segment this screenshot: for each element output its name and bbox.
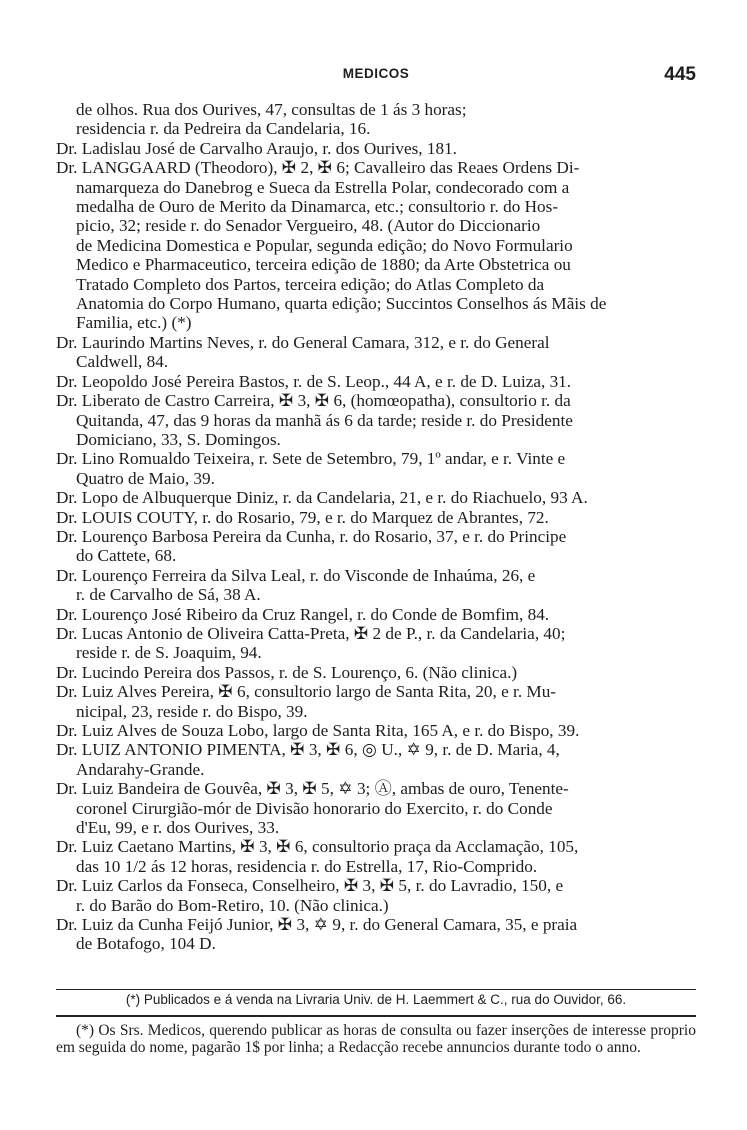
text-line: namarqueza do Danebrog e Sueca da Estrella Polar, condecorado com a [76,177,570,197]
footnote-notice: (*) Os Srs. Medicos, querendo publicar as horas de consulta ou fazer inserções de interesse proprio em seguida do nome, pagarão 1$ por linha; a Redacção recebe annuncios durante todo o anno. [56,1022,696,1056]
text-line: Quitanda, 47, das 9 horas da manhã ás 6 da tarde; reside r. do Presidente [76,410,573,430]
text-line: Dr. Ladislau José de Carvalho Araujo, r. dos Ourives, 181. [56,138,457,158]
text-line: Familia, etc.) (*) [76,313,192,333]
footnote-divider-thick [56,1015,696,1017]
page-header [56,64,696,90]
text-line: reside r. de S. Joaquim, 94. [76,643,262,663]
text-line: r. do Barão do Bom-Retiro, 10. (Não clinica.) [76,895,389,915]
text-line: Dr. Luiz da Cunha Feijó Junior, ✠ 3, ✡ 9, r. do General Camara, 35, e praia [56,915,578,935]
text-line: residencia r. da Pedreira da Candelaria, 16. [76,119,371,139]
text-line: Dr. Lucindo Pereira dos Passos, r. de S. Lourenço, 6. (Não clinica.) [56,662,518,682]
text-line: das 10 1/2 ás 12 horas, residencia r. do Estrella, 17, Rio-Comprido. [76,856,538,876]
entries-body [56,100,696,954]
text-line: Dr. LANGGAARD (Theodoro), ✠ 2, ✠ 6; Cavalleiro das Reaes Ordens Di- [56,158,580,178]
text-line: coronel Cirurgião-mór de Divisão honorario do Exercito, r. do Conde [76,798,553,818]
text-line: Quatro de Maio, 39. [76,468,215,488]
text-line: nicipal, 23, reside r. do Bispo, 39. [76,701,308,721]
text-line: Dr. Lucas Antonio de Oliveira Catta-Preta, ✠ 2 de P., r. da Candelaria, 40; [56,623,566,643]
text-line: Dr. Lourenço Barbosa Pereira da Cunha, r. do Rosario, 37, e r. do Principe [56,526,567,546]
footnote-publication: (*) Publicados e á venda na Livraria Univ. de H. Laemmert & C., rua do Ouvidor, 66. [125,992,627,1007]
text-line: de olhos. Rua dos Ourives, 47, consultas de 1 ás 3 horas; [76,100,467,119]
text-line: r. de Carvalho de Sá, 38 A. [76,585,261,605]
text-line: Dr. Lopo de Albuquerque Diniz, r. da Candelaria, 21, e r. do Riachuelo, 93 A. [56,488,588,508]
text-line: Dr. Laurindo Martins Neves, r. do General Camara, 312, e r. do General [56,332,550,352]
text-line: Dr. Lourenço Ferreira da Silva Leal, r. do Visconde de Inhaúma, 26, e [56,565,536,585]
text-line: Dr. Leopoldo José Pereira Bastos, r. de S. Leop., 44 A, e r. de D. Luiza, 31. [56,371,572,391]
text-line: Dr. Luiz Alves de Souza Lobo, largo de Santa Rita, 165 A, e r. do Bispo, 39. [56,721,580,740]
text-line: d'Eu, 99, e r. dos Ourives, 33. [76,818,280,838]
text-line: Caldwell, 84. [76,352,169,372]
text-line: Tratado Completo dos Partos, terceira edição; do Atlas Completo da [76,274,545,294]
text-line: de Medicina Domestica e Popular, segunda edição; do Novo Formulario [76,235,573,255]
text-line: do Cattete, 68. [76,546,177,566]
text-line: picio, 32; reside r. do Senador Vergueiro, 48. (Autor do Diccionario [76,216,541,236]
text-line: medalha de Ouro de Merito da Dinamarca, etc.; consultorio r. do Hos- [76,197,559,217]
text-line: de Botafogo, 104 D. [76,934,216,954]
text-line: Medico e Pharmaceutico, terceira edição de 1880; da Arte Obstetrica ou [76,255,571,275]
text-line: Domiciano, 33, S. Domingos. [76,429,281,449]
text-line: Dr. LOUIS COUTY, r. do Rosario, 79, e r. do Marquez de Abrantes, 72. [56,507,549,527]
text-line: Dr. Liberato de Castro Carreira, ✠ 3, ✠ 6, (homœopatha), consultorio r. da [56,391,571,411]
text-line: Dr. Luiz Bandeira de Gouvêa, ✠ 3, ✠ 5, ✡ 3; Ⓐ, ambas de ouro, Tenente- [56,779,569,799]
page-number: 445 [664,64,696,85]
text-line: Dr. Lourenço José Ribeiro da Cruz Rangel, r. do Conde de Bomfim, 84. [56,604,550,624]
text-line: Andarahy-Grande. [76,759,205,779]
text-line: Dr. Luiz Caetano Martins, ✠ 3, ✠ 6, consultorio praça da Acclamação, 105, [56,837,579,857]
text-line: Dr. LUIZ ANTONIO PIMENTA, ✠ 3, ✠ 6, ◎ U., ✡ 9, r. de D. Maria, 4, [56,740,560,760]
text-line: Dr. Luiz Alves Pereira, ✠ 6, consultorio largo de Santa Rita, 20, e r. Mu- [56,682,557,702]
footnote-divider [56,989,696,990]
text-line: Dr. Luiz Carlos da Fonseca, Conselheiro, ✠ 3, ✠ 5, r. do Lavradio, 150, e [56,876,564,896]
text-line: Anatomia do Corpo Humano, quarta edição; Succintos Conselhos ás Mãis de [76,294,607,314]
text-line: Dr. Lino Romualdo Teixeira, r. Sete de Setembro, 79, 1º andar, e r. Vinte e [56,449,566,469]
page-title: MEDICOS [342,66,410,81]
